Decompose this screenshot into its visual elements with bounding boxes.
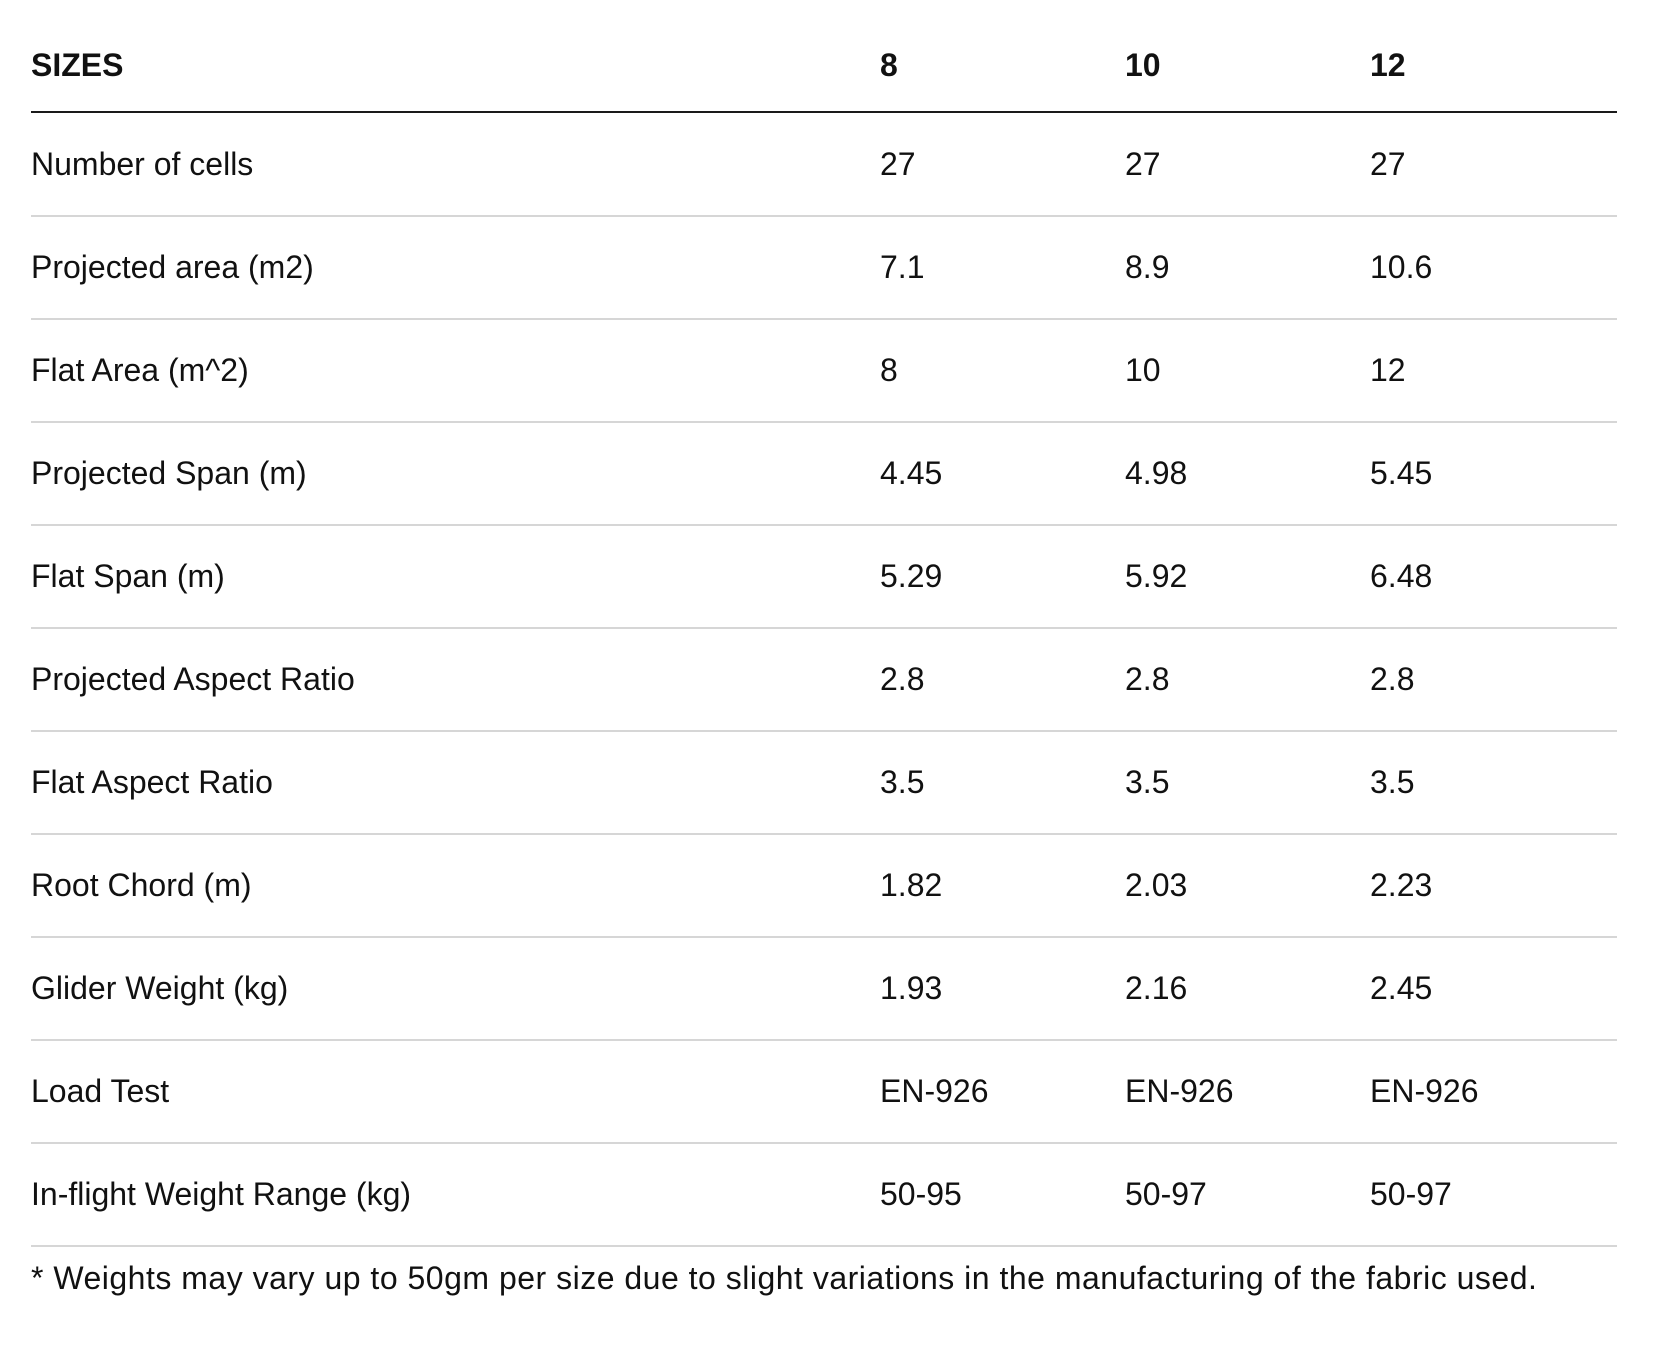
header-row (31, 20, 1617, 112)
cell-value: 2.03 (1125, 834, 1370, 937)
cell-value: 3.5 (1125, 731, 1370, 834)
table-row (31, 112, 1617, 216)
table-row (31, 731, 1617, 834)
cell-value: 2.8 (1370, 628, 1617, 731)
cell-value: 3.5 (1370, 731, 1617, 834)
table-row (31, 216, 1617, 319)
size-header-12: 12 (1370, 20, 1617, 112)
cell-value: 10.6 (1370, 216, 1617, 319)
table-row (31, 1040, 1617, 1143)
cell-value: 12 (1370, 319, 1617, 422)
cell-value: 5.92 (1125, 525, 1370, 628)
table-row (31, 628, 1617, 731)
cell-value: 50-97 (1370, 1143, 1617, 1246)
row-label: In-flight Weight Range (kg) (31, 1143, 880, 1246)
cell-value: 10 (1125, 319, 1370, 422)
cell-value: 2.45 (1370, 937, 1617, 1040)
cell-value: 27 (1370, 112, 1617, 216)
cell-value: 27 (1125, 112, 1370, 216)
cell-value: 8.9 (1125, 216, 1370, 319)
table-row (31, 1143, 1617, 1246)
cell-value: 2.8 (880, 628, 1125, 731)
table-row (31, 422, 1617, 525)
row-label: Glider Weight (kg) (31, 937, 880, 1040)
cell-value: 27 (880, 112, 1125, 216)
row-label: Flat Span (m) (31, 525, 880, 628)
cell-value: 50-95 (880, 1143, 1125, 1246)
cell-value: 2.8 (1125, 628, 1370, 731)
cell-value: 5.45 (1370, 422, 1617, 525)
spec-table-container (31, 20, 1617, 1247)
cell-value: 1.82 (880, 834, 1125, 937)
cell-value: 2.23 (1370, 834, 1617, 937)
cell-value: 6.48 (1370, 525, 1617, 628)
weight-footnote: * Weights may vary up to 50gm per size due to slight variations in the manufacturing of the fabric used. (31, 1260, 1538, 1296)
table-row (31, 319, 1617, 422)
spec-table (31, 20, 1617, 1247)
table-row (31, 525, 1617, 628)
sizes-header: SIZES (31, 20, 880, 112)
cell-value: 50-97 (1125, 1143, 1370, 1246)
cell-value: EN-926 (1370, 1040, 1617, 1143)
cell-value: 4.45 (880, 422, 1125, 525)
row-label: Projected area (m2) (31, 216, 880, 319)
cell-value: 7.1 (880, 216, 1125, 319)
row-label: Root Chord (m) (31, 834, 880, 937)
row-label: Load Test (31, 1040, 880, 1143)
cell-value: 3.5 (880, 731, 1125, 834)
row-label: Number of cells (31, 112, 880, 216)
row-label: Flat Aspect Ratio (31, 731, 880, 834)
cell-value: EN-926 (1125, 1040, 1370, 1143)
cell-value: 5.29 (880, 525, 1125, 628)
cell-value: 1.93 (880, 937, 1125, 1040)
size-header-10: 10 (1125, 20, 1370, 112)
row-label: Projected Aspect Ratio (31, 628, 880, 731)
row-label: Flat Area (m^2) (31, 319, 880, 422)
cell-value: 8 (880, 319, 1125, 422)
cell-value: 4.98 (1125, 422, 1370, 525)
size-header-8: 8 (880, 20, 1125, 112)
cell-value: EN-926 (880, 1040, 1125, 1143)
row-label: Projected Span (m) (31, 422, 880, 525)
table-row (31, 937, 1617, 1040)
table-row (31, 834, 1617, 937)
cell-value: 2.16 (1125, 937, 1370, 1040)
